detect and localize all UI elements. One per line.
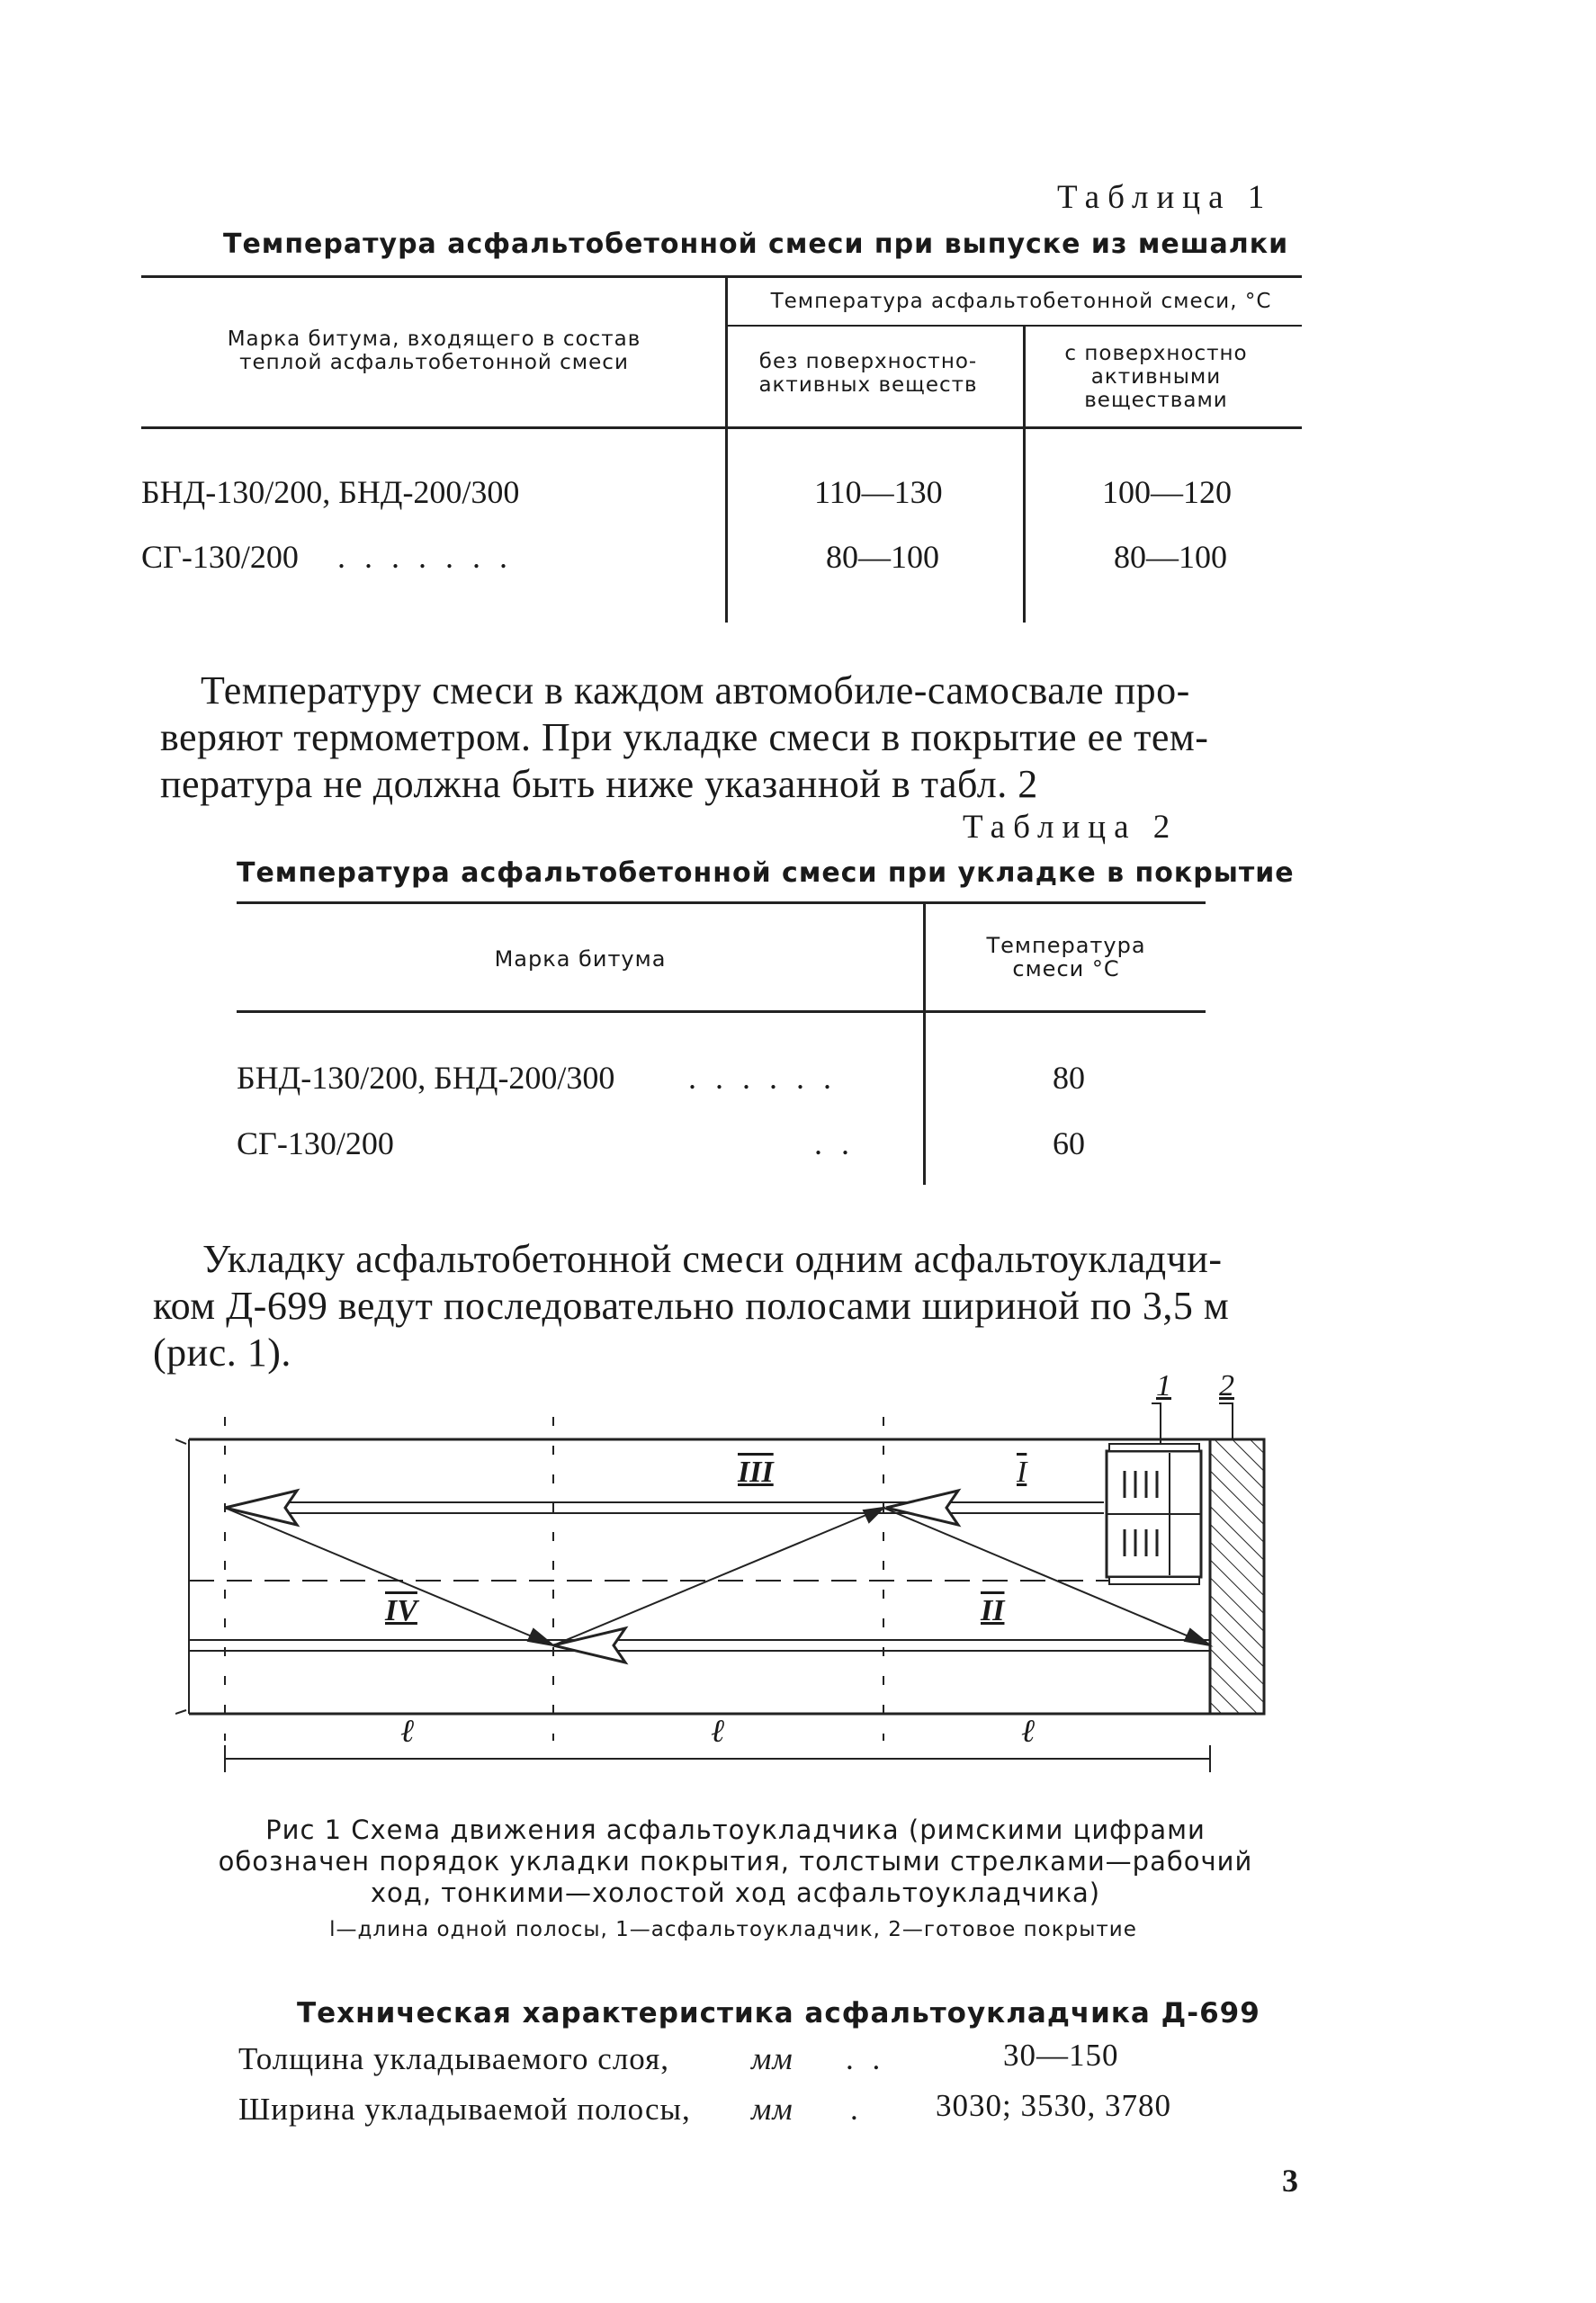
- label-paver-1: 1: [1156, 1369, 1171, 1402]
- paragraph-1-line-1: Температуру смеси в каждом автомобиле-самосвале про-: [201, 668, 1190, 712]
- table1-row2-brand: СГ-130/200: [141, 539, 299, 575]
- table2-header-rule: [237, 1010, 1206, 1013]
- paragraph-2-line-2: ком Д-699 ведут последовательно полосами шириной по 3,5 м: [153, 1284, 1230, 1328]
- working-pass-III-and-I: [225, 1491, 1104, 1525]
- table1-header-rule: [141, 426, 1302, 429]
- table2-row2-dots: . .: [814, 1125, 855, 1161]
- table2-vline: [923, 903, 926, 1185]
- table1-group-header: Температура асфальтобетонной смеси, °С: [770, 290, 1272, 313]
- spec-row-2-unit: мм: [751, 2092, 794, 2127]
- table1-row1-without: 110—130: [814, 474, 943, 510]
- spec-row-1-value: 30—150: [1003, 2038, 1119, 2073]
- table1-row2-without: 80—100: [826, 539, 939, 575]
- label-pavement-2: 2: [1219, 1369, 1234, 1402]
- figure-caption-line-2: обозначен порядок укладки покрытия, толстыми стрелками—рабочий: [218, 1846, 1253, 1877]
- spec-row-2-dots: .: [850, 2092, 859, 2127]
- spec-row-1-label: Толщина укладываемого слоя,: [238, 2041, 669, 2076]
- label-pass-I: I: [1017, 1456, 1027, 1489]
- table2-row2-brand: СГ-130/200: [237, 1125, 394, 1161]
- section-dividers: [225, 1417, 883, 1741]
- spec-row-2-label: Ширина укладываемой полосы,: [238, 2092, 691, 2127]
- table1-row1-brand: БНД-130/200, БНД-200/300: [141, 474, 520, 510]
- table2-row2-temp: 60: [1053, 1125, 1085, 1161]
- table1-col2-header: без поверхностно-активных веществ: [758, 350, 978, 397]
- table1-top-rule: [141, 275, 1302, 278]
- asphalt-paver: [1107, 1444, 1201, 1584]
- spec-row-1-unit: мм: [751, 2041, 794, 2076]
- figure-legend: l—длина одной полосы, 1—асфальтоукладчик, 2—готовое покрытие: [329, 1918, 1137, 1941]
- table1-row2-with: 80—100: [1114, 539, 1227, 575]
- table1-col1-header: Марка битума, входящего в состав теплой асфальтобетонной смеси: [227, 327, 641, 374]
- table1-vline-2: [1023, 326, 1026, 623]
- specs-title: Техническая характеристика асфальтоукладчика Д-699: [297, 1997, 1260, 2030]
- table1-col3-header: с поверхностно активными веществами: [1064, 342, 1248, 412]
- figure-caption-line-3: ход, тонкими—холостой ход асфальтоукладчика): [370, 1877, 1101, 1908]
- road-strip: [175, 1439, 1210, 1714]
- table2-row1-dots: . . . . . .: [688, 1060, 837, 1096]
- label-pass-III: III: [738, 1456, 774, 1489]
- figure-caption-line-1: Рис 1 Схема движения асфальтоукладчика (римскими цифрами: [265, 1815, 1206, 1845]
- table1-caption: Таблица 1: [1057, 179, 1273, 216]
- paragraph-2-line-3: (рис. 1).: [153, 1331, 291, 1375]
- paragraph-2-line-1: Укладку асфальтобетонной смеси одним асфальтоукладчи-: [202, 1237, 1223, 1281]
- paver-movement-diagram: [175, 1363, 1282, 1777]
- label-pass-IV: IV: [385, 1594, 417, 1627]
- spec-row-1-dots: . .: [846, 2041, 886, 2076]
- label-pass-II: II: [981, 1594, 1005, 1627]
- finished-pavement: [1210, 1439, 1264, 1714]
- table1-row2-dots: . . . . . . .: [337, 539, 513, 575]
- table2-col2-header: Температура смеси °С: [986, 933, 1146, 981]
- table1-mid-rule: [727, 325, 1302, 327]
- paragraph-1-line-3: пература не должна быть ниже указанной в табл. 2: [160, 762, 1038, 806]
- paragraph-1: [160, 668, 1307, 808]
- table1-vline-1: [725, 277, 728, 623]
- page-number: 3: [1282, 2163, 1298, 2199]
- table2-caption: Таблица 2: [963, 809, 1179, 846]
- callout-leaders: [1152, 1403, 1233, 1444]
- paragraph-2: [153, 1236, 1314, 1376]
- idle-moves: [225, 1508, 1210, 1645]
- working-pass-II-and-IV: [189, 1491, 1210, 1662]
- table2-row1-brand: БНД-130/200, БНД-200/300: [237, 1060, 615, 1096]
- label-length-3: ℓ: [1021, 1713, 1035, 1749]
- label-length-1: ℓ: [400, 1713, 414, 1749]
- paragraph-1-line-2: веряют термометром. При укладке смеси в покрытие ее тем-: [160, 715, 1209, 759]
- table2-top-rule: [237, 901, 1206, 904]
- table2-col1-header: Марка битума: [494, 946, 667, 972]
- spec-row-2-value: 3030; 3530, 3780: [936, 2088, 1171, 2123]
- label-length-2: ℓ: [711, 1713, 724, 1749]
- table2-row1-temp: 80: [1053, 1060, 1085, 1096]
- table2-title: Температура асфальтобетонной смеси при укладке в покрытие: [237, 857, 1295, 889]
- figure-caption: [175, 1815, 1296, 1909]
- table1-title: Температура асфальтобетонной смеси при выпуске из мешалки: [223, 229, 1289, 260]
- table1-row1-with: 100—120: [1102, 474, 1232, 510]
